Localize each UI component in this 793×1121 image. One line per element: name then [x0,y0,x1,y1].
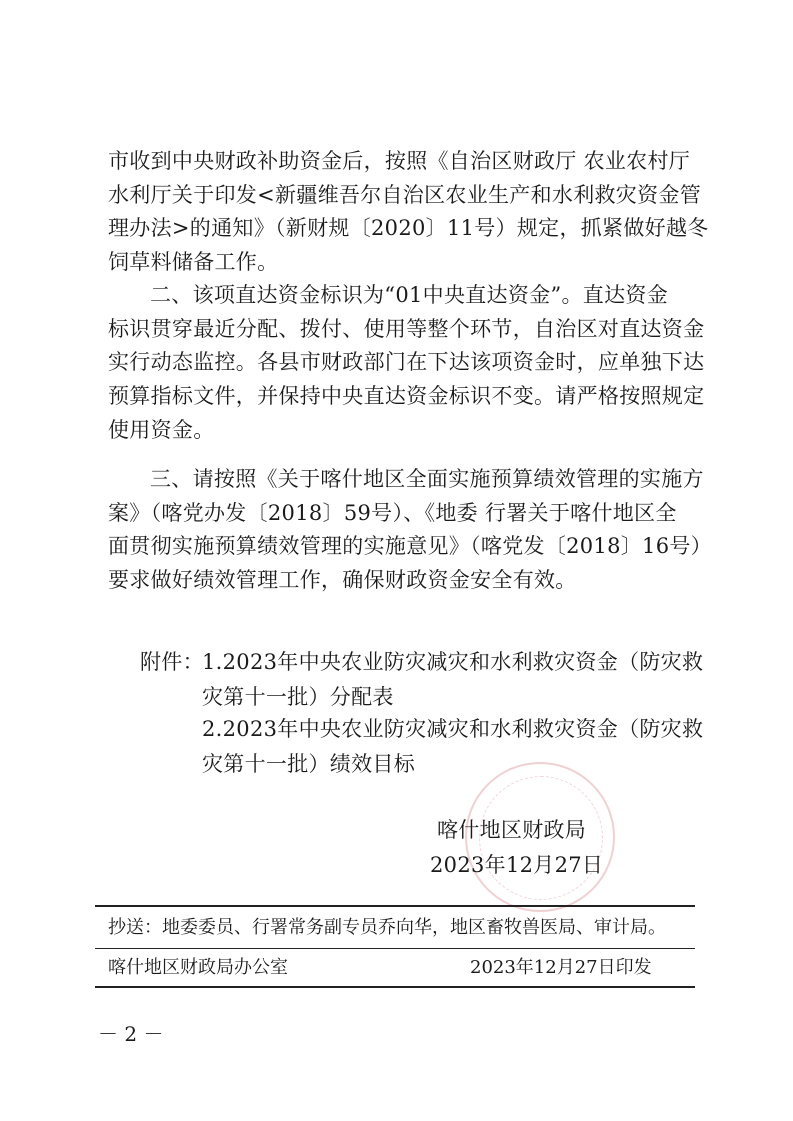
text-line: 市收到中央财政补助资金后，按照《自治区财政厅 农业农村厅 [108,149,691,173]
paragraph-3 [108,463,712,598]
footer-top-rule [95,905,695,907]
paragraph-2 [108,279,705,448]
attachment-label: 附件： [140,650,204,674]
page-number: － 2 － [98,1022,164,1046]
text-line: 水利厅关于印发<新疆维吾尔自治区农业生产和水利救灾资金管 [108,182,701,207]
text-line: 预算指标文件，并保持中央直达资金标识不变。请严格按照规定 [108,384,705,409]
attachment-1-line-1: 1.2023年中央农业防灾减灾和水利救灾资金（防灾救 [202,650,704,674]
text-line: 标识贯穿最近分配、拨付、使用等整个环节，自治区对直达资金 [108,316,705,341]
text-line: 案》（喀党办发〔2018〕59号）、《地委 行署关于喀什地区全 [108,500,677,525]
issuer: 喀什地区财政局办公室 [108,957,288,978]
text-line: 三、请按照《关于喀什地区全面实施预算绩效管理的实施方 [150,467,704,491]
print-date: 2023年12月27日印发 [470,957,652,978]
attachment-1-line-2: 灾第十一批）分配表 [202,685,394,709]
footer-middle-rule [95,948,695,949]
text-line: 二、该项直达资金标识为“01中央直达资金”。直达资金 [150,283,668,307]
text-line: 实行动态监控。各县市财政部门在下达该项资金时，应单独下达 [108,350,705,375]
signature-org: 喀什地区财政局 [437,818,587,842]
attachment-2-line-2: 灾第十一批）绩效目标 [202,752,415,776]
signature-date: 2023年12月27日 [430,853,604,877]
text-line: 要求做好绩效管理工作，确保财政资金安全有效。 [108,568,577,593]
text-line: 面贯彻实施预算绩效管理的实施意见》（喀党发〔2018〕16号） [108,534,712,559]
attachment-2-line-1: 2.2023年中央农业防灾减灾和水利救灾资金（防灾救 [202,717,704,741]
footer-bottom-rule [95,986,695,988]
text-line: 使用资金。 [108,417,215,442]
text-line: 饲草料储备工作。 [108,250,279,275]
text-line: 理办法>的通知》（新财规〔2020〕11号）规定，抓紧做好越冬 [108,216,709,241]
cc-line: 抄送：地委委员、行署常务副专员乔向华，地区畜牧兽医局、审计局。 [108,917,666,938]
paragraph-1 [108,145,709,280]
